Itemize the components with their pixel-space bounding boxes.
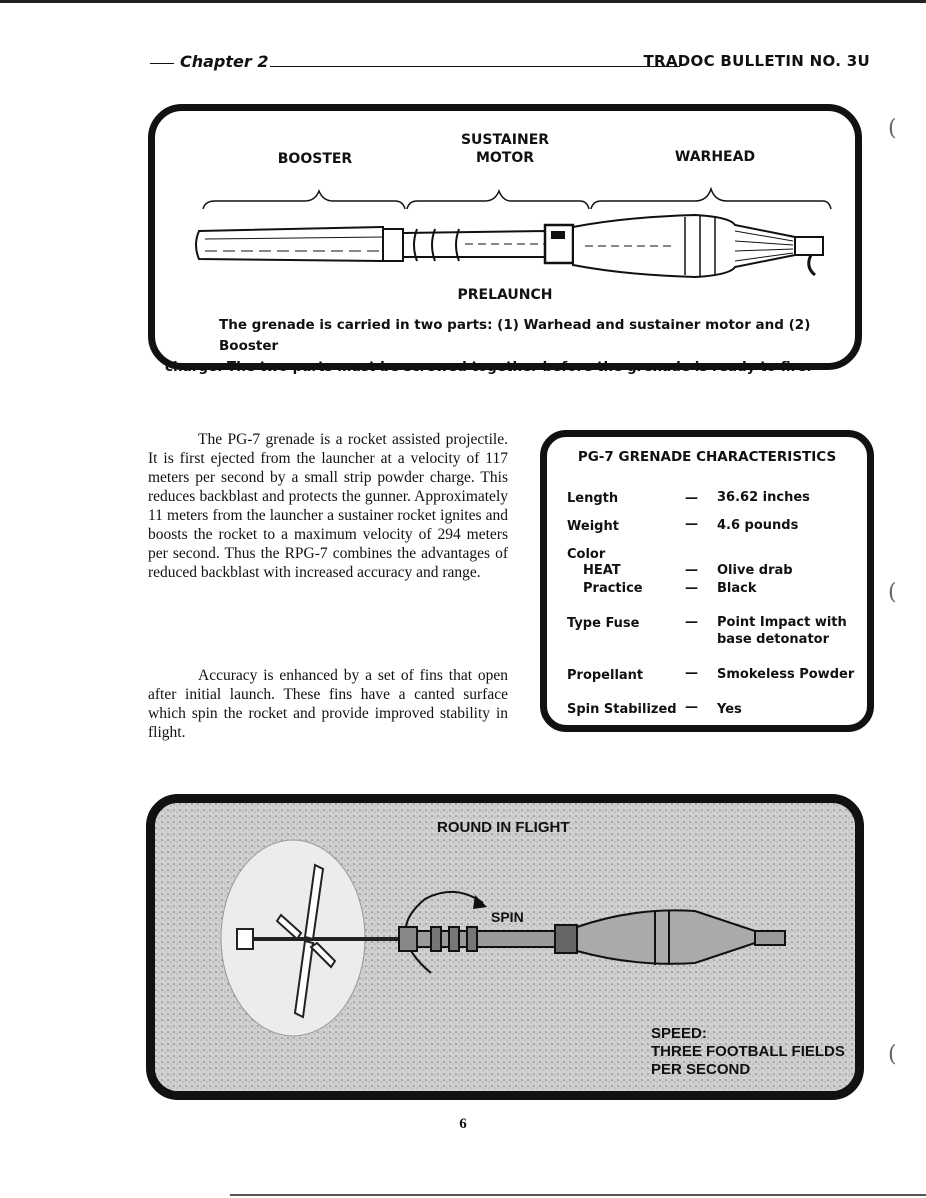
speed-line1: SPEED:	[651, 1025, 707, 1042]
bulletin-title: TRADOC BULLETIN NO. 3U	[643, 52, 870, 70]
weight-value: 4.6 pounds	[717, 518, 799, 533]
heat-label: HEAT	[583, 563, 621, 578]
warhead-cone	[573, 215, 795, 277]
margin-punch-mark-3: (	[888, 1042, 897, 1067]
page-header	[150, 52, 870, 74]
prelaunch-title: PRELAUNCH	[457, 287, 553, 303]
round-in-flight-title: ROUND IN FLIGHT	[437, 819, 570, 836]
practice-value: Black	[717, 581, 757, 596]
spin-value: Yes	[717, 702, 742, 717]
heat-dash: —	[685, 563, 698, 578]
margin-punch-mark-1: (	[888, 116, 897, 141]
page-number: 6	[459, 1116, 467, 1132]
practice-dash: —	[685, 581, 698, 596]
length-value: 36.62 inches	[717, 490, 810, 505]
characteristics-box	[540, 430, 874, 732]
spin-label-text: SPIN	[491, 909, 524, 925]
paragraph-2: Accuracy is enhanced by a set of fins that open after initial launch. These fins have a canted surface which spin the rocket and provide improved stability in flight.	[148, 667, 508, 741]
speed-line3: PER SECOND	[651, 1061, 751, 1078]
sustainer-line2: MOTOR	[475, 150, 535, 166]
paragraph-1: The PG-7 grenade is a rocket assisted projectile. It is first ejected from the launcher at a velocity of 117 meters per second by a small strip powder charge. This reduces backblast and protects the gunner. Approximately 11 meters from the launcher a sustainer rocket ignites and boosts the rocket to a maximum velocity of 294 meters per second. Thus the RPG-7 combines the advantages of reduced backblast with increased accuracy and range.	[148, 431, 508, 581]
round-in-flight-panel	[146, 794, 864, 1100]
color-label: Color	[567, 547, 606, 562]
warhead-label: WARHEAD	[674, 149, 756, 165]
chapter-text: Chapter 2	[180, 52, 269, 71]
warhead-brace	[591, 189, 831, 209]
propellant-label: Propellant	[567, 668, 644, 683]
sustainer-brace	[407, 191, 589, 209]
fuse-label: Type Fuse	[567, 616, 640, 631]
bottom-scan-rule	[230, 1194, 926, 1196]
chapter-label	[150, 52, 268, 71]
header-rule	[270, 66, 680, 67]
caption-line1: The grenade is carried in two parts: (1) Warhead and sustainer motor and (2) Booster	[219, 317, 811, 354]
sustainer-line1: SUSTAINER	[460, 132, 550, 148]
speed-annotation	[651, 1025, 845, 1079]
spin-dash: —	[685, 700, 698, 715]
heat-value: Olive drab	[717, 563, 793, 578]
characteristics-title: PG-7 GRENADE CHARACTERISTICS	[577, 449, 837, 465]
length-label: Length	[567, 491, 619, 506]
prelaunch-panel	[148, 104, 862, 375]
fuse-value	[717, 614, 847, 648]
booster-label: BOOSTER	[277, 151, 353, 167]
weight-label: Weight	[567, 519, 619, 534]
practice-label: Practice	[583, 581, 643, 596]
length-dash: —	[685, 491, 698, 506]
propellant-value: Smokeless Powder	[717, 667, 855, 682]
fuse-value-line2: base detonator	[717, 632, 830, 647]
booster-tube	[196, 227, 383, 261]
fuse-value-line1: Point Impact with	[717, 615, 847, 630]
weight-dash: —	[685, 517, 698, 532]
fuse-dash: —	[685, 615, 698, 630]
speed-line2: THREE FOOTBALL FIELDS	[651, 1043, 845, 1060]
booster-brace	[203, 191, 405, 209]
prelaunch-caption	[165, 315, 855, 378]
prelaunch-rocket-drawing	[155, 171, 855, 291]
propellant-dash: —	[685, 666, 698, 681]
sustainer-label	[445, 131, 565, 167]
caption-line2: charge. The two parts must be screwed together before the grenade is ready to fire.	[165, 359, 812, 375]
spin-label: Spin Stabilized	[567, 702, 677, 717]
margin-punch-mark-2: (	[888, 580, 897, 605]
top-scan-rule	[0, 0, 926, 3]
